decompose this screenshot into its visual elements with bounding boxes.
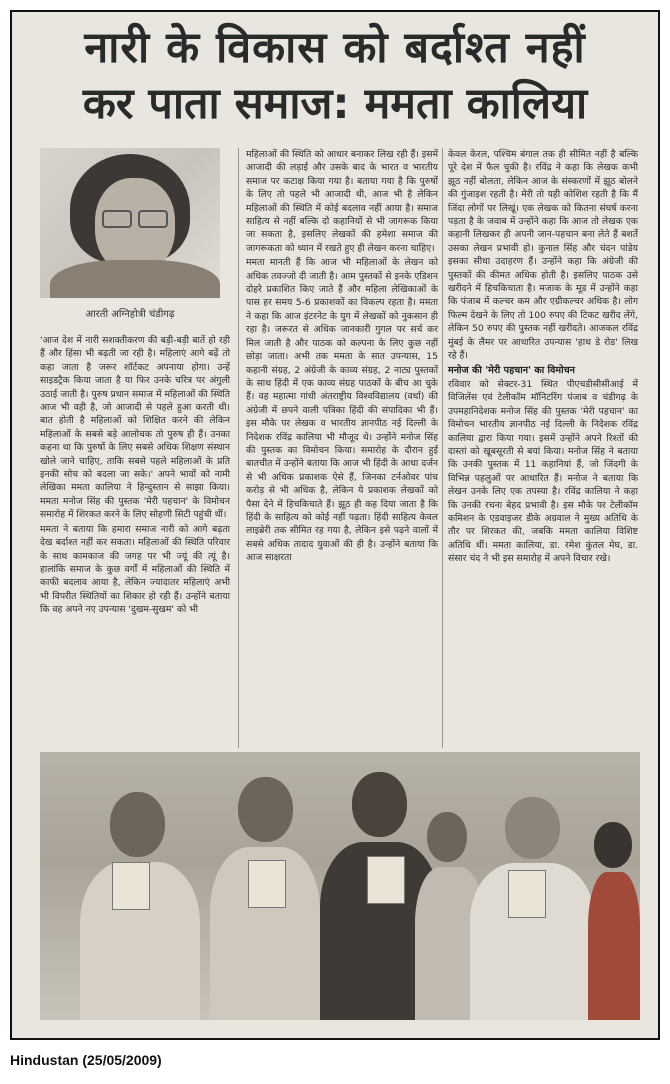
article-column-2 xyxy=(246,148,438,566)
paragraph: केवल केरल, पश्चिम बंगाल तक ही सीमित नहीं है बल्कि पूरे देश में फैल चुकी है। रविंद्र ने कहा कि लेखक कभी झूठ नहीं बोलता, लेकिन आज के संस्करणों में झूठ बोलने की गुंजाइश रहती है। मेरी तो यही कोशिश रहती है कि मैं जिंदा लोगों पर लिखूं। एक लेखक को कितना संघर्ष करना पड़ता है के जवाब में उन्होंने कहा कि आज तो लेखक एक कहानी लिखकर ही अपनी जान-पहचान बना लेते हैं बशर्ते उसका लेखन प्रभावी हो। कुनाल सिंह और चंदन पांडेय इसका सीधा उदाहरण हैं। उन्होंने कहा कि अंग्रेजी की पुस्तकों की कीमत अधिक होती है। इसलिए पाठक उसे खरीदने में हिचकिचाता है। मजाक के मूड में उन्होंने कहा कि पंजाब में कल्चर कम और एग्रीकल्चर अधिक है। लोग फिल्म देखने के लिए तो 100 रुपए की टिकट खरीद लेंगे, लेकिन 50 रुपए की पुस्तक नहीं खरीदते। आजकल रविंद्र मुंबई के लैमर पर आधारित उपन्यास 'हाथ डे रोड' लिख रहे हैं। xyxy=(448,149,638,362)
person xyxy=(588,822,640,1020)
book xyxy=(248,860,286,908)
article-column-1 xyxy=(40,334,230,618)
portrait-glasses-left xyxy=(102,210,132,228)
source-caption: Hindustan (25/05/2009) xyxy=(10,1052,162,1068)
paragraph: 'आज देश में नारी सशक्तीकरण की बड़ी-बड़ी बातें हो रही हैं और हिंसा भी बढ़ती जा रही है। महिलाएं आगे बढ़ें तो कहा जाता है जरूर शॉर्टकट अपनाया होगा। उन्हें साइडट्रैक किया जाता है या फिर उनके चरित्र पर अंगुली उठाई जाती है। पुरुष प्रधान समाज में महिलाओं की स्थिति आज भी वही है, जो आजादी से पहले हुआ करती थी। बात होती है महिलाओं को शिक्षित करने की लेकिन महिलाओं के सबसे बड़े आलोचक तो पुरुष ही हैं। उनका कहना था कि पुरुषों के लिए सबसे अधिक शिक्षण संस्थान खोले जाने चाहिए, ताकि सबसे पहले महिलाओं के प्रति इनकी सोच को बदला जा सके।' अपने भावों को नामी लेखिका ममता कालिया ने हिन्दुस्तान से साझा किया। ममता मनोज सिंह की पुस्तक 'मेरी पहचान' के विमोचन समारोह में शिरकत करने के लिए सोहणी सिटी पहुंची थीं। xyxy=(40,335,230,521)
paragraph: महिलाओं की स्थिति को आधार बनाकर लिख रही हैं। इसमें आजादी की लड़ाई और उसके बाद के भारत व भारतीय समाज पर कटाक्ष किया गया है। बताया गया है कि पुरुषों के लिए तो पहले भी आजादी थी, आज भी है लेकिन महिलाओं की स्थिति में कोई बदलाव नहीं आया है। समाज साहित्य से नहीं बल्कि दो कहानियों से भी जागरूक किया जा सकता है, इसलिए लेखकों की हमेशा समाज की जागरूकता को ध्यान में रखते हुए ही लेखन करना चाहिए। xyxy=(246,149,438,254)
column-divider xyxy=(238,148,239,748)
paragraph: रविवार को सेक्टर-31 स्थित पीएचडीसीसीआई में विजिलेंस एवं टेलीकॉम मॉनिटरिंग पंजाब व चंडीगढ़ के उपमहानिदेशक मनोज सिंह की पुस्तक 'मेरी पहचान' का विमोचन भारतीय ज्ञानपीठ नई दिल्ली के निदेशक रविंद्र कालिया द्वारा किया गया। इसमें उन्होंने अपने रिश्तों की दास्तां को खूबसूरती से बयां किया। मनोज सिंह ने बताया कि उनकी पुस्तक में 11 कहानियां हैं, जो जिंदगी के विभिन्न पहलुओं पर आधारित हैं। मनोज ने बताया कि लेखन उनके लिए एक तपस्या है। रविंद्र कालिया ने कहा कि उनकी रचना बेहद प्रभावी है। इस मौके पर टेलीकॉम कमिशन के एडवाइजर डीके अग्रवाल ने मुख्य अतिथि के तौर पर शिरकत की, जबकि ममता कालिया विशिष्ट अतिथि थीं। ममता कालिया, डा. रमेश कुंतल मेघ, डा. संसार चंद ने भी इस समारोह में अपने विचार रखे। xyxy=(448,378,638,565)
headline-line-1: नारी के विकास को बर्दाश्त नहीं xyxy=(84,23,586,73)
book xyxy=(508,870,546,918)
paragraph: ममता मानती हैं कि आज भी महिलाओं के लेखन को अधिक तवज्जो दी जाती है। आम पुस्तकों से इनके एडिशन दोहरे प्रकाशित किए जाते हैं और महिला लेखिकाओं के पास हर समय 5-6 प्रकाशकों का विकल्प रहता है। ममता ने कहा कि आज इंटरनेट के युग में लेखकों को नुकसान ही रहा है। जरूरत से अधिक जानकारी गुगल पर सर्च कर मिल जाती है और पाठक को कल्पना के लिए कुछ नहीं छोड़ा जाता। अभी तक ममता के सात उपन्यास, 15 कहानी संग्रह, 2 अंग्रेजी के काव्य संग्रह, 2 नाट्य पुस्तकों के साथ हिंदी में एक काव्य संग्रह पाठकों के बीच आ चुके हैं। वह महात्मा गांधी अंतराष्ट्रीय विश्वविद्यालय (वर्धा) की अंग्रेजी में छपने वाली पत्रिका हिंदी की संपादिका भी हैं। इस मौके पर लेखक व भारतीय ज्ञानपीठ नई दिल्ली के निदेशक रविंद्र कालिया भी मौजूद थे। उन्होंने मनोज सिंह की पुस्तक का विमोचन किया। समारोह के दौरान हुई बातचीत में उन्होंने बताया कि आज भी हिंदी के आधा दर्जन से भी अधिक प्रकाशक ऐसे हैं, जिनका टर्नओवर पांच करोड़ से भी अधिक है, लेकिन ये प्रकाशक लेखकों को पैसा देने में हिचकिचाते हैं। झूठ ही कह दिया जाता है कि हिंदी के साहित्य को कोई नहीं पढ़ता। हिंदी साहित्य केवल लाइब्रेरी तक सीमित रह गया है, लेकिन इसे पढ़ने वालों में सबसे अधिक तादाद युवाओं की ही है। उन्होंने बताया कि आज साक्षरता xyxy=(246,257,438,564)
photo-caption: आरती अग्निहोत्री चंडीगढ़ xyxy=(85,309,175,320)
book xyxy=(112,862,150,910)
paragraph: ममता ने बताया कि हमारा समाज नारी को आगे बढ़ता देख बर्दाश्त नहीं कर सकता। महिलाओं की स्थिति परिवार के साथ कामकाज की जगह पर भी ज्यूं की त्यूं है। हालांकि समाज के कुछ वर्गों में महिलाओं की स्थिति में काफी बदलाव आया है, लेकिन ज्यादातर महिलाएं अभी भी विपरीत स्थितियों का शिकार हो रही हैं। उन्होंने बताया कि वह अपने नए उपन्यास 'दुखम-सुखम' को भी xyxy=(40,523,230,616)
book xyxy=(367,856,405,904)
author-portrait xyxy=(40,148,220,298)
portrait-body xyxy=(50,260,220,298)
book-launch-photo xyxy=(40,752,640,1020)
portrait-glasses-right xyxy=(138,210,168,228)
article-column-3 xyxy=(448,148,638,567)
column-divider xyxy=(442,148,443,748)
headline-line-2: कर पाता समाज: ममता कालिया xyxy=(82,79,588,129)
section-subhead: मनोज की 'मेरी पहचान' का विमोचन xyxy=(448,364,575,376)
